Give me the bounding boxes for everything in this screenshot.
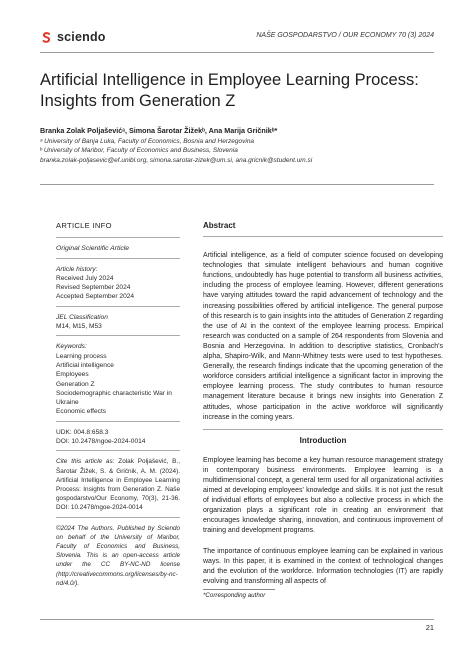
affiliation: ᵇ University of Maribor, Faculty of Economics and Business, Slovenia	[40, 147, 238, 154]
journal-reference: NAŠE GOSPODARSTVO / OUR ECONOMY 70 (3) 2024	[256, 32, 434, 39]
keyword: Sociodemographic characteristic War in Ukraine	[56, 389, 172, 407]
cite-label: Cite this article as:	[56, 458, 115, 466]
keyword: Economic effects	[56, 408, 107, 416]
history-label: Article history:	[56, 265, 98, 273]
author-emails: branka.zolak-poljasevic@ef.unibl.org, simona.sarotar-zizek@um.si, ana.gricnik@student.um.si	[40, 157, 313, 164]
cite-text: Zolak Poljašević, B., Šarotar Žižek, S. & Gričnik, A. M. (2024). Artificial Intelligence in Employee Learning Process: Insights from Generation Z. Naše gospodarstvo/Our Economy, 70(3), 21-36. DOI: 10.2478/ngoe-2024-0014	[56, 458, 180, 512]
affiliation: ᵃ University of Banja Luka, Faculty of Economics, Bosnia and Herzegovina	[40, 138, 255, 145]
history-item: Received July 2024	[56, 274, 114, 282]
udk: UDK: 004.8:658.3	[56, 428, 109, 436]
history-item: Accepted September 2024	[56, 293, 135, 301]
body-paragraph: Employee learning has become a key human resource management strategy in contemporary business environments. Employee learning is a multidimensional concept, a general term used for all organizational activities aimed at developing employees' knowledge and skills. It is not just the result of individual efforts of employees but also a collective process in which the organization plays a significant role in creating an environment that encourages knowledge sharing, innovation, and continuous improvement of training and development programs.	[203, 456, 443, 535]
divider	[56, 450, 180, 451]
article-info-column	[56, 221, 180, 588]
divider	[203, 236, 443, 237]
divider	[203, 429, 443, 430]
page-number: 21	[425, 623, 434, 632]
logo-text: sciendo	[57, 30, 106, 44]
title-divider	[40, 184, 434, 185]
identifiers	[56, 428, 180, 447]
keyword: Learning process	[56, 352, 107, 360]
footnote: *Corresponding author	[203, 591, 266, 599]
keywords	[56, 342, 180, 416]
keyword: Generation Z	[56, 380, 95, 388]
divider	[56, 517, 180, 518]
divider	[56, 421, 180, 422]
jel-codes: M14, M15, M53	[56, 323, 102, 331]
keywords-label: Keywords:	[56, 343, 87, 351]
title-line: Insights from Generation Z	[40, 92, 236, 110]
footer-divider	[40, 619, 434, 620]
divider	[56, 237, 180, 238]
license-statement: ©2024 The Authors. Published by Sciendo on behalf of the University of Maribor, Faculty of Economics and Business, Slovenia. This is an open-access article under the CC BY-NC-ND license (http://creativecommons.org/licenses/by-nc-nd/4.0/).	[56, 524, 180, 587]
title-line: Artificial Intelligence in Employee Learning Process:	[40, 71, 419, 89]
introduction-heading: Introduction	[299, 435, 347, 445]
history-item: Revised September 2024	[56, 284, 131, 292]
citation	[56, 457, 180, 512]
article-info-heading: ARTICLE INFO	[56, 221, 112, 230]
publisher-logo	[40, 30, 106, 44]
jel-label: JEL Classification	[56, 313, 108, 321]
keyword: Employees	[56, 371, 89, 379]
header-divider	[40, 52, 434, 53]
divider	[56, 258, 180, 259]
sciendo-s-logo-icon	[40, 31, 53, 44]
divider	[56, 335, 180, 336]
article-history	[56, 265, 180, 302]
jel-classification	[56, 313, 180, 332]
doi: DOI: 10.2478/ngoe-2024-0014	[56, 438, 146, 446]
footnote-divider	[203, 589, 275, 590]
body-paragraph: The importance of continuous employee learning can be explained in various ways. In this paper, it is examined in the context of technological changes and the evolution of the workforce. Information technologies (IT) are rapidly evolving and transforming all aspects of	[203, 547, 443, 585]
abstract-text: Artificial intelligence, as a field of computer science focused on developing technologies that simulate intelligent behaviours and human cognitive functions, undoubtedly has huge potential to transform all business activities, including the process of employee learning. However, different generations have varying attitudes toward the rapid advancement of technology and the increasing possibilities offered by artificial intelligence. The general purpose of this research is to gain insights into the attitudes of Generation Z regarding the use of AI in the context of the employee learning process. Empirical research was conducted on a sample of 264 respondents from Slovenia and Bosnia and Herzegovina. In addition to descriptive statistics, Cronbach's alpha, Shapiro-Wilk, and Mann-Whitney tests were used to test hypotheses. Generally, the research findings indicate that the upcoming generation of the workforce considers artificial intelligence a significant factor in improving the employee learning process. The study contributes to human resource management literature because it brings new insights into Generation Z attitudes, whose participation in the active workforce will significantly increase in the coming years.	[203, 252, 443, 421]
keyword: Artificial intelligence	[56, 361, 114, 369]
article-title	[40, 70, 440, 112]
divider	[56, 306, 180, 307]
author-list: Branka Zolak Poljaševićᵃ, Simona Šarotar Žižekᵇ, Ana Marija Gričnikᵇ*	[40, 126, 278, 135]
main-column	[203, 221, 443, 601]
abstract-heading: Abstract	[203, 221, 236, 230]
article-type: Original Scientific Article	[56, 245, 130, 253]
page-header	[40, 30, 434, 48]
